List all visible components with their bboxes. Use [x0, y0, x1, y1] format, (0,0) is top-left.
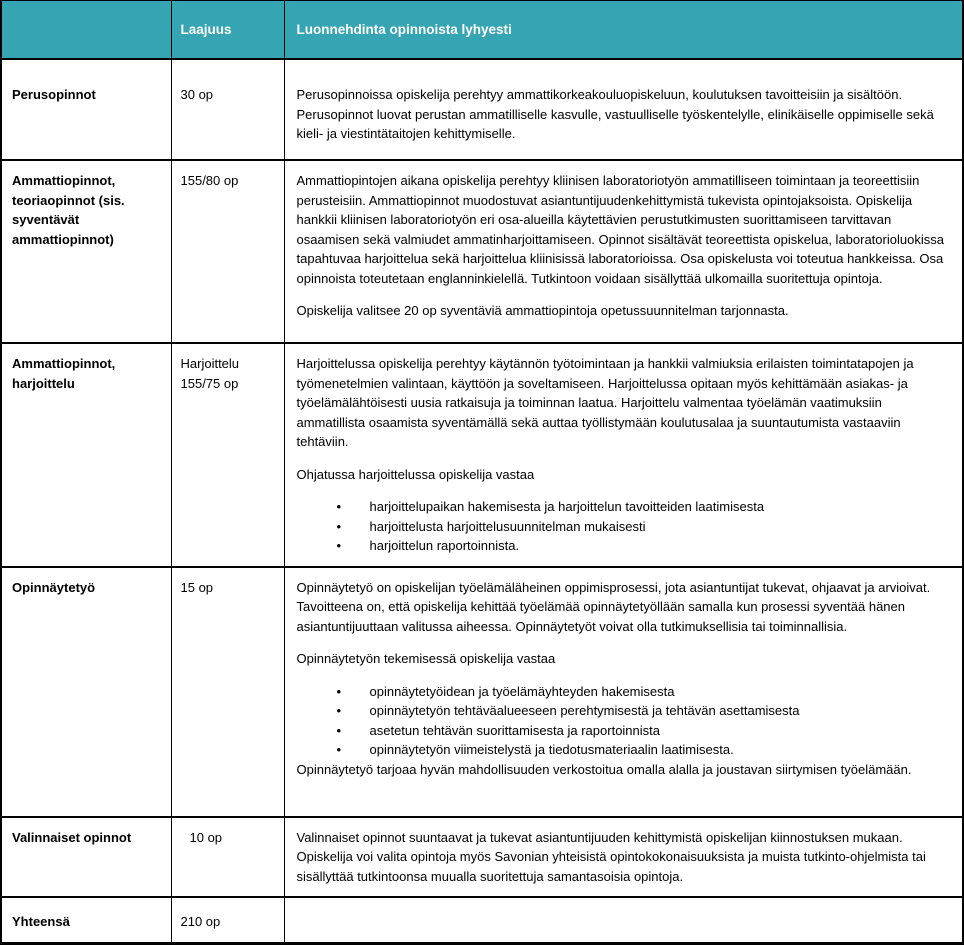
description-closing: Opinnäytetyö tarjoaa hyvän mahdollisuuden verkostoitua omalla alalla ja joustavan siirtymisen työelämään.	[296, 761, 912, 777]
bullet-item: • harjoittelupaikan hakemisesta ja harjoittelun tavoitteiden laatimisesta	[297, 497, 949, 517]
extent-value: 210 op	[180, 914, 221, 929]
row-description	[284, 160, 963, 343]
row-extent	[171, 160, 284, 343]
row-extent	[171, 567, 284, 817]
row-extent	[171, 343, 284, 567]
row-description	[284, 897, 963, 943]
bullet-item: • harjoittelusta harjoittelusuunnitelman mukaisesti	[297, 517, 949, 537]
row-title: Valinnaiset opinnot	[1, 817, 171, 898]
row-description	[284, 59, 963, 160]
extent-value: 155/75 op	[180, 375, 239, 391]
description-paragraph: Opinnäytetyön tekemisessä opiskelija vastaa	[296, 651, 556, 666]
row-description	[284, 343, 963, 567]
table-row-yhteensa	[1, 897, 963, 943]
extent-value: 15 op	[180, 579, 214, 595]
row-title: Opinnäytetyö	[1, 567, 171, 817]
table-row-valinnaiset-opinnot	[1, 817, 963, 898]
row-extent	[171, 59, 284, 160]
column-header-laajuus: Laajuus	[171, 1, 284, 60]
row-title: Ammattiopinnot, teoriaopinnot (sis. syventävät ammattiopinnot)	[1, 160, 171, 343]
description-paragraph: Opinnäytetyö on opiskelijan työelämäläheinen oppimisprosessi, jota asiantuntijat tukevat, ohjaavat ja arvioivat. Tavoitteena on, että opiskelija kehittää työelämää opinnäytetyöllään samalla kun prosessi syventää hänen asiantuntijuuttaan valitussa aiheessa. Opinnäytetyöt voivat olla tutkimuksellisia tai toiminnallisia.	[296, 579, 931, 634]
extent-value: 155/80 op	[180, 173, 239, 188]
table-row-ammattiopinnot-harjoittelu	[1, 343, 963, 567]
header-row	[1, 1, 963, 60]
bullet-item: • opinnäytetyön tehtäväalueeseen perehtymisestä ja tehtävän asettamisesta	[297, 701, 949, 721]
bullet-item: • asetetun tehtävän suorittamisesta ja raportoinnista	[297, 721, 949, 741]
row-title: Perusopinnot	[1, 59, 171, 160]
table-row-perusopinnot	[1, 59, 963, 160]
bullet-item: • opinnäytetyön viimeistelystä ja tiedotusmateriaalin laatimisesta.	[297, 740, 949, 760]
description-paragraph: Ammattiopintojen aikana opiskelija perehtyy kliinisen laboratoriotyön ammatilliseen toimintaan ja teoreettisiin perusteisiin. Ammattiopinnot muodostuvat asiantuntijuudenkehittymistä tukevista opintojaksoista. Opiskelija hankkii kliinisen laboratoriotyön eri osa-alueilla käytettävien perustutkimusten suorittamiseen tarvittavan osaamisen sekä valmiudet ammatinharjoittamiseen. Opinnot sisältävät teoreettista opiskelua, laboratorioluokissa tapahtuvaa harjoittelua sekä harjoittelua kliinisissä laboratorioissa. Osa opiskelusta voi toteutua hankkeissa. Osa opinnoista toteutetaan englanninkielellä. Tutkintoon voidaan sisällyttää ulkomailla suoritettuja opintoja.	[296, 173, 944, 286]
bullet-item: • opinnäytetyöidean ja työelämäyhteyden hakemisesta	[297, 682, 949, 702]
row-title: Ammattiopinnot, harjoittelu	[1, 343, 171, 567]
description-paragraph: Ohjatussa harjoittelussa opiskelija vastaa	[296, 466, 535, 482]
row-extent	[171, 897, 284, 943]
bullet-list	[297, 682, 949, 760]
table-row-opinnaytetyo	[1, 567, 963, 817]
row-description	[284, 567, 963, 817]
row-extent	[171, 817, 284, 898]
bullet-item: • harjoittelun raportoinnista.	[297, 536, 949, 556]
description-paragraph: Opiskelija valitsee 20 op syventäviä ammattiopintoja opetussuunnitelman tarjonnasta.	[296, 303, 789, 318]
extent-value: Harjoittelu	[180, 356, 240, 371]
row-description	[284, 817, 963, 898]
bullet-list	[297, 497, 949, 556]
extent-value: 10 op	[189, 829, 223, 845]
description-paragraph: Harjoittelussa opiskelija perehtyy käytännön työtoimintaan ja hankkii valmiuksia erilaisten toimintatapojen ja työmenetelmien valintaan, käyttöön ja soveltamiseen. Harjoittelussa opitaan myös kehittämään asiakas- ja työelämälähtöisesti uusia ratkaisuja ja toiminnan laatua. Harjoittelu valmentaa työelämän vaatimuksiin ammatillista osaamista syventämällä sekä auttaa työllistymään koulutusalaa ja suuntautumista vastaaviin tehtäviin.	[296, 356, 914, 449]
row-title: Yhteensä	[1, 897, 171, 943]
column-header-category	[1, 1, 171, 60]
extent-value: 30 op	[180, 87, 214, 102]
description-paragraph: Perusopinnoissa opiskelija perehtyy ammattikorkeakouluopiskeluun, koulutuksen tavoitteisiin ja sisältöön. Perusopinnot luovat perustan ammatilliselle kasvulle, vastuulliselle työskentelylle, elinikäiselle oppimiselle sekä kieli- ja viestintätaitojen kehittymiselle.	[296, 87, 934, 141]
description-paragraph: Valinnaiset opinnot suuntaavat ja tukevat asiantuntijuuden kehittymistä opiskelijan kiinnostuksen mukaan. Opiskelija voi valita opintoja myös Savonian yhteisistä opintokokonaisuuksista ja muista tutkinto-ohjelmista tai sisällyttää tutkintoonsa muualla suoritettuja samantasoisia opintoja.	[296, 829, 926, 884]
table-row-ammattiopinnot-teoria	[1, 160, 963, 343]
column-header-luonnehdinta: Luonnehdinta opinnoista lyhyesti	[284, 1, 963, 60]
